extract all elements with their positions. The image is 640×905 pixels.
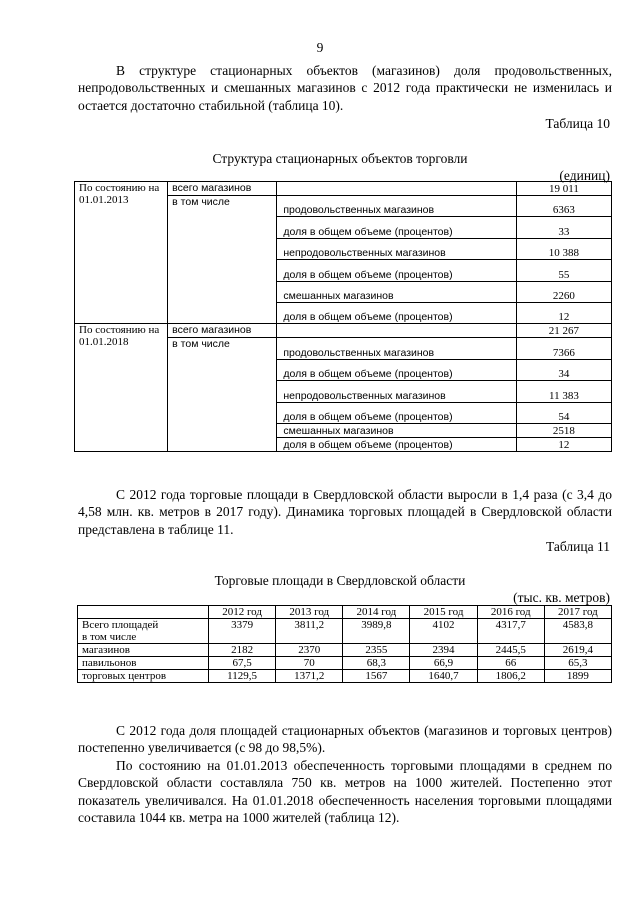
row-name-cell: доля в общем объеме (процентов): [277, 302, 516, 323]
value-cell: 70: [276, 657, 343, 670]
included-label-cell: в том числе: [168, 338, 277, 452]
table11-label: Таблица 11: [546, 539, 610, 554]
row-name-cell: доля в общем объеме (процентов): [277, 359, 516, 380]
paragraph-trade-area-growth: С 2012 года торговые площади в Свердловской области выросли в 1,4 раза (с 3,4 до 4,58 млн. кв. метров в 2017 году). Динамика торговых площадей в Свердловской области представлена в таблице 11.: [78, 487, 612, 537]
value-cell: 66: [477, 657, 544, 670]
value-cell: 68,3: [343, 657, 410, 670]
value-cell: 2394: [410, 644, 477, 657]
row-value-cell: 6363: [516, 196, 611, 217]
value-cell: [477, 631, 544, 644]
paragraph-share-increase: С 2012 года доля площадей стационарных объектов (магазинов и торговых центров) постепенно увеличивается (с 98 до 98,5%).: [78, 723, 612, 756]
value-cell: 2355: [343, 644, 410, 657]
value-cell: 1371,2: [276, 670, 343, 683]
row-name-cell: Всего площадей: [78, 619, 209, 632]
value-cell: 2370: [276, 644, 343, 657]
row-value-cell: 11 383: [516, 381, 611, 402]
table-trade-areas: [77, 605, 612, 683]
table11-title: Торговые площади в Свердловской области: [214, 573, 466, 588]
paragraph-provision: По состоянию на 01.01.2013 обеспеченность торговыми площадями в среднем по Свердловской области составляла 750 кв. метров на 1000 жителей. Постепенно этот показатель увеличивался. На 01.01.2018 обеспеченность населения торговыми площадями составила 1044 кв. метра на 1000 жителей (таблица 12).: [78, 758, 612, 826]
empty-cell: [277, 182, 516, 196]
value-cell: 1567: [343, 670, 410, 683]
row-value-cell: 2518: [516, 423, 611, 437]
value-cell: [209, 631, 276, 644]
row-value-cell: 2260: [516, 281, 611, 302]
row-name-cell: в том числе: [78, 631, 209, 644]
row-name-cell: доля в общем объеме (процентов): [277, 217, 516, 238]
row-value-cell: 12: [516, 437, 611, 451]
table11-unit: (тыс. кв. метров): [513, 590, 610, 605]
row-value-cell: 12: [516, 302, 611, 323]
value-cell: 1806,2: [477, 670, 544, 683]
value-cell: 2445,5: [477, 644, 544, 657]
table-row: [78, 619, 612, 632]
row-name-cell: непродовольственных магазинов: [277, 238, 516, 259]
value-cell: 1129,5: [209, 670, 276, 683]
year-header-cell: 2015 год: [410, 606, 477, 619]
value-cell: 67,5: [209, 657, 276, 670]
table10-unit: (единиц): [559, 168, 610, 183]
row-name-cell: магазинов: [78, 644, 209, 657]
page-number: 9: [316, 40, 324, 55]
year-header-cell: 2014 год: [343, 606, 410, 619]
table-store-structure: [74, 181, 612, 452]
row-value-cell: 10 388: [516, 238, 611, 259]
table-row: [78, 657, 612, 670]
row-name-cell: доля в общем объеме (процентов): [277, 437, 516, 451]
year-header-cell: 2012 год: [209, 606, 276, 619]
value-cell: 4583,8: [544, 619, 611, 632]
row-name-cell: доля в общем объеме (процентов): [277, 260, 516, 281]
row-value-cell: 33: [516, 217, 611, 238]
year-header-cell: 2013 год: [276, 606, 343, 619]
included-label-cell: в том числе: [168, 196, 277, 324]
value-cell: 3989,8: [343, 619, 410, 632]
total-value-cell: 21 267: [516, 324, 611, 338]
row-value-cell: 55: [516, 260, 611, 281]
total-label-cell: всего магазинов: [168, 324, 277, 338]
row-value-cell: 54: [516, 402, 611, 423]
value-cell: 2619,4: [544, 644, 611, 657]
row-value-cell: 7366: [516, 338, 611, 359]
row-name-cell: павильонов: [78, 657, 209, 670]
table-row: [75, 182, 612, 196]
total-value-cell: 19 011: [516, 182, 611, 196]
period-cell: По состоянию на 01.01.2018: [75, 324, 168, 452]
row-name-cell: смешанных магазинов: [277, 423, 516, 437]
table-row: [75, 324, 612, 338]
table-row: [78, 670, 612, 683]
row-name-cell: продовольственных магазинов: [277, 196, 516, 217]
empty-cell: [277, 324, 516, 338]
row-name-cell: торговых центров: [78, 670, 209, 683]
year-header-cell: 2017 год: [544, 606, 611, 619]
value-cell: 65,3: [544, 657, 611, 670]
value-cell: [276, 631, 343, 644]
table-row: [78, 631, 612, 644]
table10-title: Структура стационарных объектов торговли: [212, 151, 468, 166]
table10-label: Таблица 10: [545, 116, 610, 131]
value-cell: [343, 631, 410, 644]
year-header-cell: 2016 год: [477, 606, 544, 619]
table-header-row: [78, 606, 612, 619]
row-name-cell: продовольственных магазинов: [277, 338, 516, 359]
value-cell: 66,9: [410, 657, 477, 670]
value-cell: 3379: [209, 619, 276, 632]
value-cell: 2182: [209, 644, 276, 657]
value-cell: 1899: [544, 670, 611, 683]
value-cell: [544, 631, 611, 644]
row-value-cell: 34: [516, 359, 611, 380]
value-cell: 4317,7: [477, 619, 544, 632]
total-label-cell: всего магазинов: [168, 182, 277, 196]
paragraph-structure-intro: В структуре стационарных объектов (магазинов) доля продовольственных, непродовольственных и смешанных магазинов с 2012 года практически не изменилась и остается достаточно стабильной (таблица 10).: [78, 63, 612, 113]
header-empty-cell: [78, 606, 209, 619]
value-cell: 4102: [410, 619, 477, 632]
row-name-cell: непродовольственных магазинов: [277, 381, 516, 402]
period-cell: По состоянию на 01.01.2013: [75, 182, 168, 324]
row-name-cell: доля в общем объеме (процентов): [277, 402, 516, 423]
value-cell: 3811,2: [276, 619, 343, 632]
row-name-cell: смешанных магазинов: [277, 281, 516, 302]
table-row: [78, 644, 612, 657]
value-cell: 1640,7: [410, 670, 477, 683]
value-cell: [410, 631, 477, 644]
